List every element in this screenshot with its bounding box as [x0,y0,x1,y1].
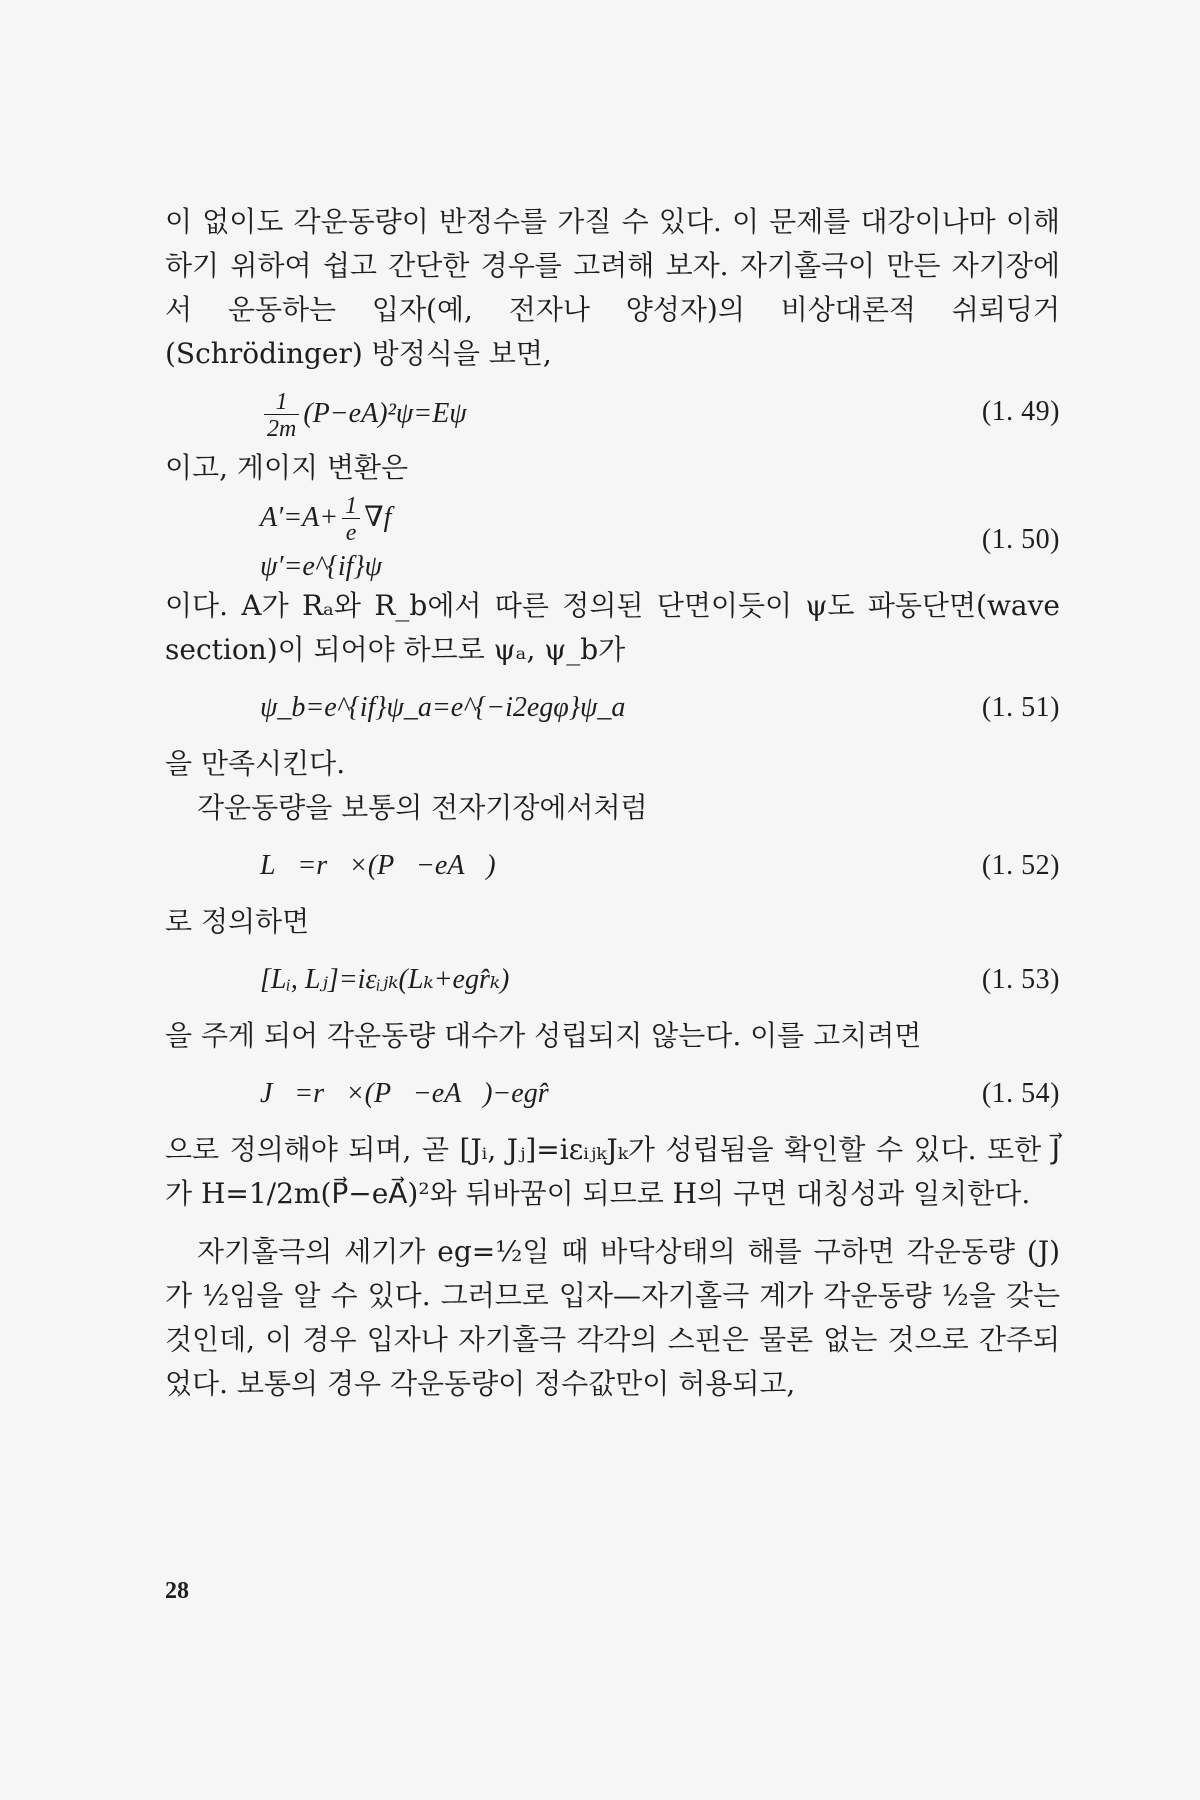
equation-number: (1. 50) [981,524,1060,555]
equation-expression: ∇f [364,501,392,533]
equation-number: (1. 54) [981,1078,1060,1109]
equation-expression: [Lᵢ, Lⱼ]=iεᵢⱼₖ(Lₖ+egr̂ₖ) [260,964,510,995]
fraction-denominator: 2m [267,416,297,442]
page-number: 28 [165,1578,189,1604]
fraction-numerator: 1 [264,390,299,415]
paragraph: 이다. A가 Rₐ와 R_b에서 따른 정의된 단면이듯이 ψ도 파동단면(wave section)이 되어야 하므로 ψₐ, ψ_b가 [165,589,1060,666]
paragraph: 로 정의하면 [165,905,310,938]
equation-expression: L⃗=r⃗×(P⃗−eA⃗) [260,850,496,881]
page-content [165,200,1060,1406]
paragraph: 자기홀극의 세기가 eg=½일 때 바닥상태의 해를 구하면 각운동량 (J)가 ½임을 알 수 있다. 그러므로 입자—자기홀극 계가 각운동량 ½을 갖는 것인데, 이 경우 입자나 자기홀극 각각의 스핀은 물론 없는 것으로 간주되었다. 보통의 경우 각운동량이 정수값만이 허용되고, [165,1235,1060,1400]
equation-1-52 [165,834,1060,896]
equation-number: (1. 49) [981,396,1060,427]
equation-1-53 [165,948,1060,1010]
equation-expression: (P−eA)²ψ=Eψ [303,397,467,429]
fraction-numerator: 1 [342,494,360,519]
equation-expression: A′=A+ [260,501,339,533]
equation-line: ψ′=e^{if}ψ [260,551,382,582]
paragraph: 을 주게 되어 각운동량 대수가 성립되지 않는다. 이를 고치려면 [165,1019,922,1052]
equation-number: (1. 52) [981,850,1060,881]
paragraph-gap [165,1216,1060,1230]
equation-line [260,494,391,545]
equation-expression: J⃗=r⃗×(P⃗−eA⃗)−egr̂ [260,1078,549,1109]
equation-1-50 [165,494,1060,580]
paragraph: 으로 정의해야 되며, 곧 [Jᵢ, Jⱼ]=iεᵢⱼₖJₖ가 성립됨을 확인할 수 있다. 또한 J⃗가 H=1/2m(P⃗−eA⃗)²와 뒤바꿈이 되므로 H의 구면 대칭성과 일치한다. [165,1133,1060,1210]
paragraph: 을 만족시킨다. [165,747,346,780]
paragraph: 각운동량을 보통의 전자기장에서처럼 [197,791,648,824]
equation-1-54 [165,1062,1060,1124]
equation-expression: ψ_b=e^{if}ψ_a=e^{−i2egφ}ψ_a [260,692,626,723]
fraction [264,390,299,441]
fraction [342,494,360,545]
equation-1-51 [165,676,1060,738]
paragraph: 이 없이도 각운동량이 반정수를 가질 수 있다. 이 문제를 대강이나마 이해하기 위하여 쉽고 간단한 경우를 고려해 보자. 자기홀극이 만든 자기장에서 운동하는 입자(예, 전자나 양성자)의 비상대론적 쉬뢰딩거(Schrödinger) 방정식을 보면, [165,205,1060,370]
equation-body [260,494,391,589]
equation-number: (1. 51) [981,692,1060,723]
paragraph: 이고, 게이지 변환은 [165,451,409,484]
equation-body [260,390,467,441]
fraction-denominator: e [345,520,357,546]
equation-1-49 [165,380,1060,442]
equation-number: (1. 53) [981,964,1060,995]
